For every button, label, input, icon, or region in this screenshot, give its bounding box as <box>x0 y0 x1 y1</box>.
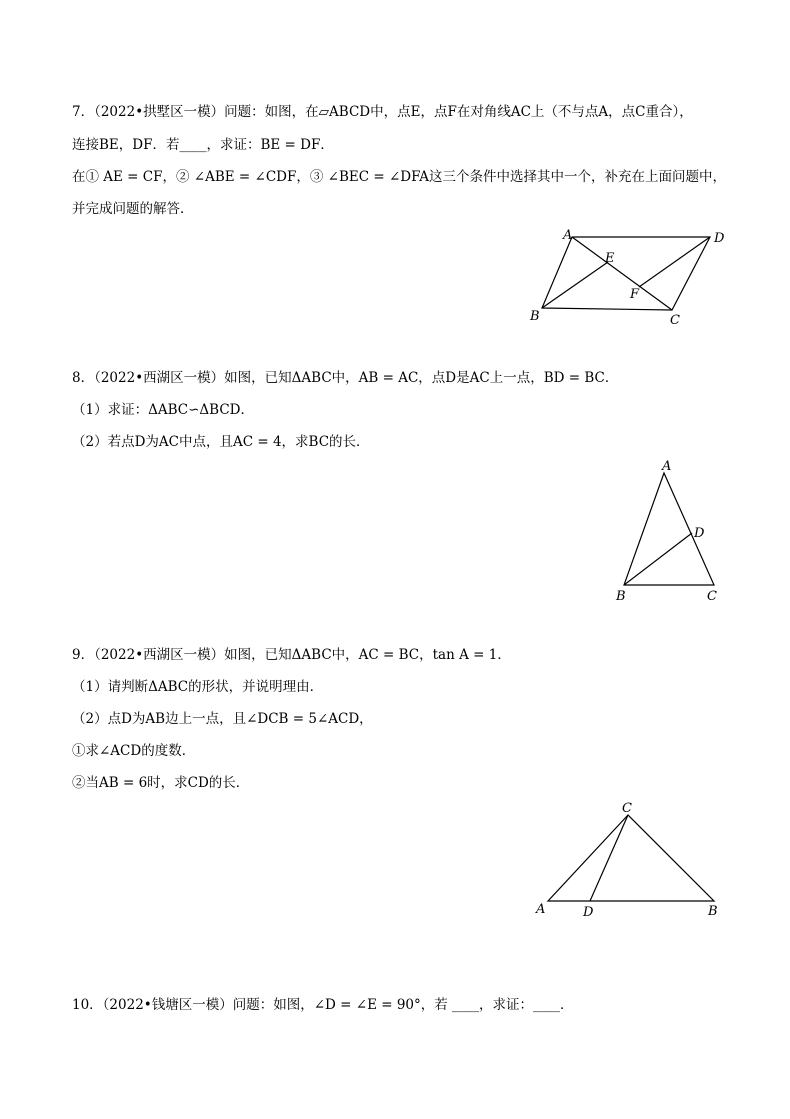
label-b: B <box>616 589 626 604</box>
problem-9-line-3: （2）点D为AB边上一点，且∠DCB = 5∠ACD， <box>72 711 373 727</box>
problem-10-line-1: 10．（2022•钱塘区一模）问题：如图，∠D = ∠E = 90°，若 ____，求证：____． <box>72 997 574 1013</box>
diagonal-ac <box>572 237 672 310</box>
label-c: C <box>670 313 680 328</box>
label-a: A <box>662 459 672 474</box>
segment-cd <box>590 815 628 901</box>
problem-9-line-2: （1）请判断ΔABC的形状，并说明理由． <box>72 679 324 695</box>
problem-9-line-4: ①求∠ACD的度数． <box>72 743 196 759</box>
parallelogram-figure <box>520 222 740 332</box>
label-c: C <box>622 801 632 816</box>
problem-9-line-1: 9．（2022•西湖区一模）如图，已知ΔABC中，AC = BC，tan A = 1． <box>72 647 511 663</box>
problem-7-line-3: 在① AE = CF，② ∠ABE = ∠CDF，③ ∠BEC = ∠DFA这三个条件中选择其中一个，补充在上面问题中， <box>72 169 727 185</box>
problem-7-line-2: 连接BE，DF．若____，求证：BE = DF． <box>72 137 334 153</box>
label-b: B <box>530 309 540 324</box>
label-d: D <box>583 905 594 920</box>
triangle-abc-figure-9 <box>528 797 728 922</box>
problem-7-line-1: 7．（2022•拱墅区一模）问题：如图，在▱ABCD中，点E，点F在对角线AC上（不与点A，点C重合）， <box>72 104 693 120</box>
label-a: A <box>563 228 573 243</box>
label-a: A <box>536 902 546 917</box>
triangle-abc-figure-8 <box>606 455 736 605</box>
label-f: F <box>630 287 640 302</box>
triangle-abc <box>548 815 714 901</box>
problem-9-line-5: ②当AB = 6时，求CD的长． <box>72 775 250 791</box>
problem-8-line-1: 8．（2022•西湖区一模）如图，已知ΔABC中，AB = AC，点D是AC上一点，BD = BC． <box>72 370 619 386</box>
label-d: D <box>694 526 705 541</box>
label-e: E <box>605 251 615 266</box>
label-c: C <box>707 589 717 604</box>
parallelogram-abcd <box>542 237 710 310</box>
problem-8-line-3: （2）若点D为AC中点，且AC = 4，求BC的长． <box>72 434 370 450</box>
problem-7-line-4: 并完成问题的解答． <box>72 201 194 217</box>
label-b: B <box>708 904 718 919</box>
segment-bd <box>624 533 692 585</box>
segment-df <box>639 237 710 287</box>
label-d: D <box>714 231 725 246</box>
problem-8-line-2: （1）求证：ΔABC∽ΔBCD． <box>72 402 254 418</box>
